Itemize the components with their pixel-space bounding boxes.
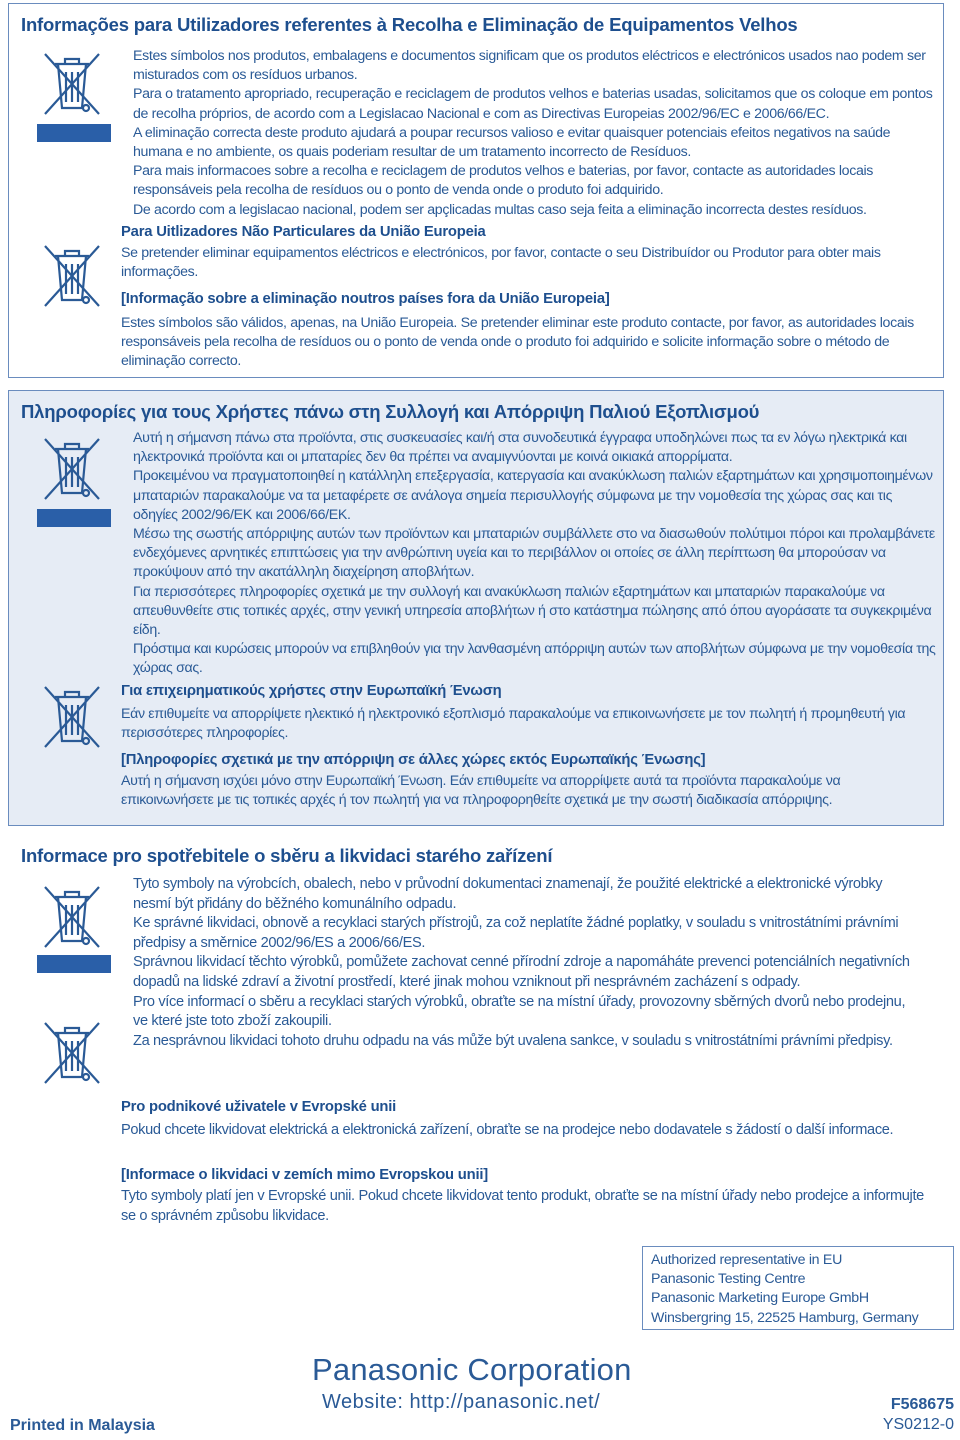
crossed-bin-icon: [37, 681, 107, 751]
paragraph: A eliminação correcta deste produto ajudará a poupar recursos valioso e evitar quaisquer potenciais efeitos negativos na saúde humana e no ambiente, os quais poderiam resultar de um tratamento incorrecto de Resíduos.: [133, 124, 891, 161]
paragraph: De acordo com a legislacao nacional, podem ser apçlicadas multas caso seja feita a eliminação incorrecta destes resíduos.: [133, 201, 867, 218]
other-countries-text: Estes símbolos são válidos, apenas, na União Europeia. Se pretender eliminar este produto contacte, por favor, as autoridades locais responsáveis pela recolha de resíduos ou o ponto de venda onde o produto foi adquirido e solicite informação sobre o método de eliminação correcto.: [121, 315, 914, 370]
section-title: Πληροφορίες για τους Χρήστες πάνω στη Συλλογή και Απόρριψη Παλιού Εξοπλισμού: [21, 401, 760, 422]
other-countries-heading: [Informação sobre a eliminação noutros países fora da União Europeia]: [121, 291, 610, 307]
company-logo-text: Panasonic Corporation: [312, 1352, 632, 1387]
representative-line: Winsbergring 15, 22525 Hamburg, Germany: [651, 1309, 919, 1326]
intro-paragraphs: [133, 429, 937, 679]
business-users-text: Pokud chcete likvidovat elektrická a elektronická zařízení, obraťte se na prodejce nebo dodavatele s žádostí o další informace.: [121, 1122, 894, 1138]
other-countries-text: Αυτή η σήμανση ισχύει μόνο στην Ευρωπαϊκή Ένωση. Εάν επιθυμείτε να απορρίψετε αυτά τα προϊόντα παρακαλούμε να επικοινωνήσετε με τις τοπικές αρχές ή τον πωλητή για να πληροφορηθείτε σχετικά με την σωστή διαδικασία απόρριψης.: [121, 773, 841, 809]
authorized-representative-box: [642, 1246, 954, 1330]
paragraph: Estes símbolos nos produtos, embalagens e documentos significam que os produtos eléctricos e electrónicos usados nao podem ser misturados com os resíduos urbanos.: [133, 48, 926, 84]
intro-paragraphs: [133, 47, 933, 220]
crossed-bin-icon: [37, 48, 107, 118]
paragraph: Za nesprávnou likvidaci tohoto druhu odpadu na vás může být uvalena sankce, v souladu s vnitrostátními právními předpisy.: [133, 1032, 893, 1049]
business-users-heading: Pro podnikové uživatele v Evropské unii: [121, 1099, 397, 1115]
revision-code: YS0212-0: [882, 1416, 954, 1433]
paragraph: Para o tratamento apropriado, recuperação e reciclagem de produtos velhos e baterias usadas, solicitamos que os coloque em pontos de recolha próprios, de acordo com a Legislacao Nacional e com as Directivas Europeias 2002/96/EC e 2006/66/EC.: [133, 86, 933, 122]
paragraph: Μέσω της σωστής απόρριψης αυτών των προϊόντων και μπαταριών συμβάλλετε στο να διασωθούν πολύτιμοι πόροι και προλαμβάνετε ενδεχόμενες αρνητικές επιπτώσεις για την ανθρώπινη υγεία και το περιβάλλον οι οποίες σε άλλη περίπτωση θα μπορούσαν να προκύψουν από την ακατάλληλη διαχείρηση αποβλήτων.: [133, 526, 935, 581]
crossed-bin-icon: [37, 881, 107, 951]
portuguese-section: [8, 3, 944, 378]
paragraph: Πρόστιμα και κυρώσεις μπορούν να επιβληθούν για την λανθασμένη απόρριψη αυτών των αποβλήτων σύμφωνα με την νομοθεσία της χώρας σας.: [133, 641, 936, 677]
business-users-heading: Για επιχειρηματικούς χρήστες στην Ευρωπαϊκή Ένωση: [121, 683, 502, 699]
printed-in-text: Printed in Malaysia: [10, 1417, 155, 1434]
business-users-heading: Para Uitlizadores Não Particulares da União Europeia: [121, 224, 486, 240]
section-title: Informações para Utilizadores referentes à Recolha e Eliminação de Equipamentos Velhos: [21, 14, 798, 35]
business-users-text: Εάν επιθυμείτε να απορρίψετε ηλεκτικό ή ηλεκτρονικό εξοπλισμό παρακαλούμε να επικοινωνήσετε με τον πωλητή ή προμηθευτή για περισσότερες πληροφορίες.: [121, 706, 906, 742]
crossed-bin-icon: [37, 240, 107, 310]
crossed-bin-icon: [37, 1017, 107, 1087]
other-countries-text: Tyto symboly platí jen v Evropské unii. Pokud chcete likvidovat tento produkt, obraťte se na místní úřady nebo prodejce a informujte se o správném způsobu likvidace.: [121, 1188, 924, 1224]
representative-line: Panasonic Marketing Europe GmbH: [651, 1290, 869, 1307]
document-code: F568675: [890, 1396, 954, 1413]
solid-bar-symbol: [37, 124, 111, 142]
paragraph: Αυτή η σήμανση πάνω στα προϊόντα, στις συσκευασίες και/ή στα συνοδευτικά έγγραφα υποδηλώνει πως τα εν λόγω ηλεκτρικά και ηλεκτρονικά προϊόντα και οι μπαταρίες δεν θα πρέπει να αναμιγνύονται με κοινά οικιακά απορρίματα.: [133, 430, 907, 466]
representative-line: Authorized representative in EU: [651, 1252, 843, 1268]
intro-paragraphs: [133, 875, 923, 1051]
business-users-text: Se pretender eliminar equipamentos eléctricos e electrónicos, por favor, contacte o seu Distribuídor ou Produtor para obter mais informações.: [121, 245, 881, 281]
solid-bar-symbol: [37, 509, 111, 527]
paragraph: Για περισσότερες πληροφορίες σχετικά με την συλλογή και ανακύκλωση παλιών εξαρτημάτων και μπαταριών παρακαλούμε να απευθυνθείτε στις τοπικές αρχές, στην γενική υπηρεσία αποβλήτων ή στο κατάστημα πώλησης από όπου αγοράσατε τα συγκεκριμένα είδη.: [133, 583, 932, 639]
czech-section: [8, 836, 944, 1236]
representative-line: Panasonic Testing Centre: [651, 1271, 806, 1288]
website-text: Website: http://panasonic.net/: [322, 1391, 601, 1413]
solid-bar-symbol: [37, 955, 111, 973]
greek-section: [8, 390, 944, 826]
paragraph: Ke správné likvidaci, obnově a recyklaci starých přístrojů, za což neplatíte žádné poplatky, v souladu s vnitrostátními právními předpisy a směrnice 2002/96/ES a 2006/66/ES.: [133, 915, 899, 951]
paragraph: Správnou likvidací těchto výrobků, pomůžete zachovat cenné přírodní zdroje a napomáháte prevenci potenciálních negativních dopadů na lidské zdraví a životní prostředí, které jinak mohou vzniknout při nesprávném zacházení s odpady.: [133, 954, 910, 990]
paragraph: Προκειμένου να πραγματοποιηθεί η κατάλληλη επεξεργασία, κατεργασία και ανακύκλωση παλιών εξαρτημάτων και χρησιμοποιημένων μπαταριών παρακαλούμε να τα μεταφέρετε σε ανάλογα σημεία περισυλλογής σύμφωνα με την νομοθεσία της χώρας σας και τις οδηγίες 2002/96/ΕΚ και 2006/66/ΕΚ.: [133, 468, 933, 523]
section-title: Informace pro spotřebitele o sběru a likvidaci starého zařízení: [21, 845, 553, 866]
other-countries-heading: [Informace o likvidaci v zemích mimo Evropskou unii]: [121, 1167, 489, 1183]
crossed-bin-icon: [37, 433, 107, 503]
paragraph: Tyto symboly na výrobcích, obalech, nebo v průvodní dokumentaci znamenají, že použité elektrické a elektronické výrobky nesmí být přidány do běžného komunálního odpadu.: [133, 876, 883, 912]
paragraph: Para mais informacoes sobre a recolha e reciclagem de produtos velhos e baterias, por favor, contacte as autoridades locais responsáveis pela recolha de resíduos ou o ponto de venda onde o produto foi adquirido.: [133, 163, 874, 199]
other-countries-heading: [Πληροφορίες σχετικά με την απόρριψη σε άλλες χώρες εκτός Ευρωπαϊκής Ένωσης]: [121, 752, 706, 768]
paragraph: Pro více informací o sběru a recyklaci starých výrobků, obraťte se na místní úřady, provozovny sběrných dvorů nebo prodejnu, ve které jste toto zboží zakoupili.: [133, 993, 906, 1030]
